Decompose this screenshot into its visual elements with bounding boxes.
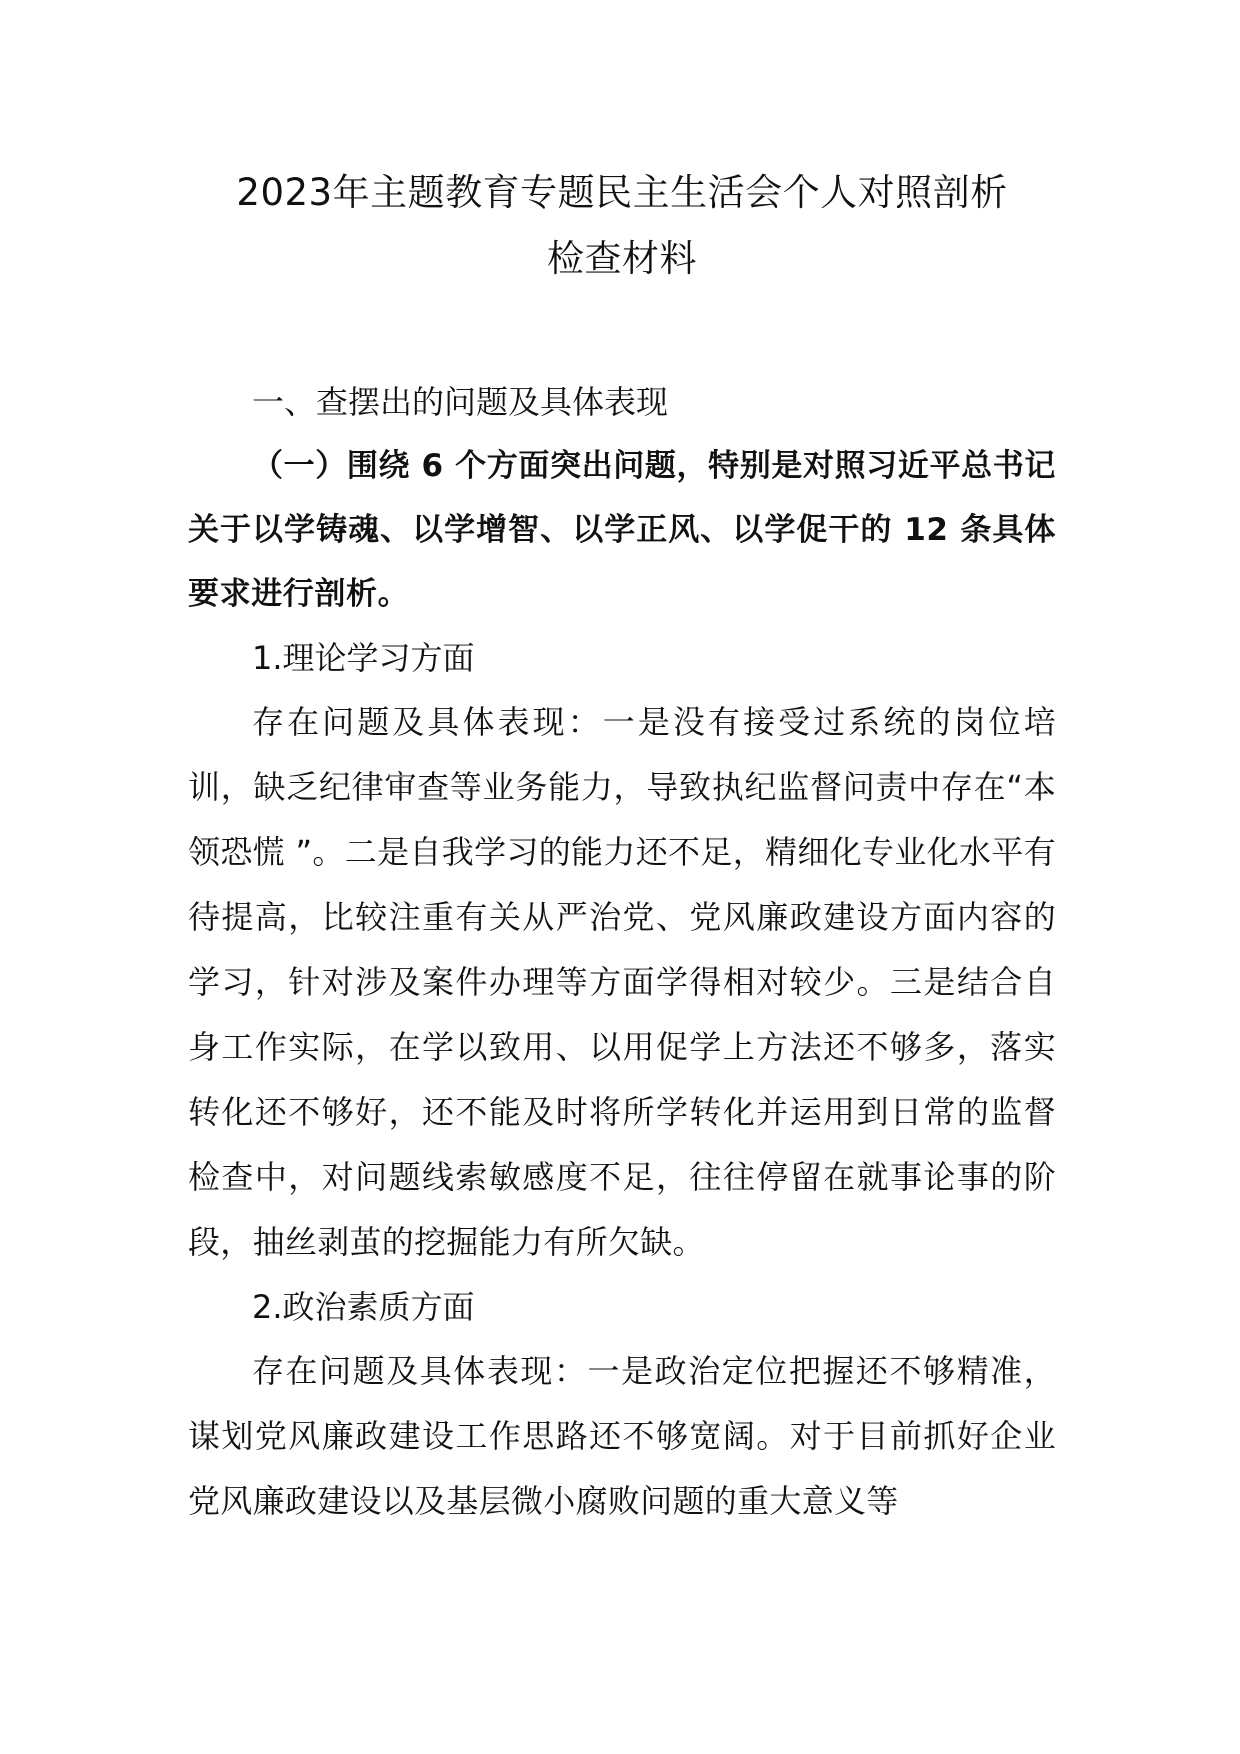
item-heading-political: 2.政治素质方面 xyxy=(252,1288,475,1326)
item-heading-theory: 1.理论学习方面 xyxy=(252,639,475,677)
subsection-heading: （一）围绕 6 个方面突出问题，特别是对照习近平总书记关于以学铸魂、以学增智、以学正风、以学促干的 12 条具体要求进行剖析。 xyxy=(188,448,1056,612)
title-line-1: 2023年主题教育专题民主生活会个人对照剖析 xyxy=(236,171,1008,214)
paragraph-theory: 存在问题及具体表现：一是没有接受过系统的岗位培训，缺乏纪律审查等业务能力，导致执纪监督问责中存在“本领恐慌 ”。二是自我学习的能力还不足，精细化专业化水平有待提高，比较注重有关从严治党、党风廉政建设方面内容的学习，针对涉及案件办理等方面学得相对较少。三是结合自身工作实际，在学以致用、以用促学上方法还不够多，落实转化还不够好，还不能及时将所学转化并运用到日常的监督检查中，对问题线索敏感度不足，往往停留在就事论事的阶段，抽丝剥茧的挖掘能力有所欠缺。 xyxy=(188,703,1056,1261)
paragraph-political: 存在问题及具体表现：一是政治定位把握还不够精准，谋划党风廉政建设工作思路还不够宽阔。对于目前抓好企业党风廉政建设以及基层微小腐败问题的重大意义等 xyxy=(188,1352,1056,1520)
document-title xyxy=(188,160,1056,292)
section-heading: 一、查摆出的问题及具体表现 xyxy=(252,383,669,421)
title-line-2: 检查材料 xyxy=(547,237,697,280)
document-page xyxy=(188,160,1056,1534)
